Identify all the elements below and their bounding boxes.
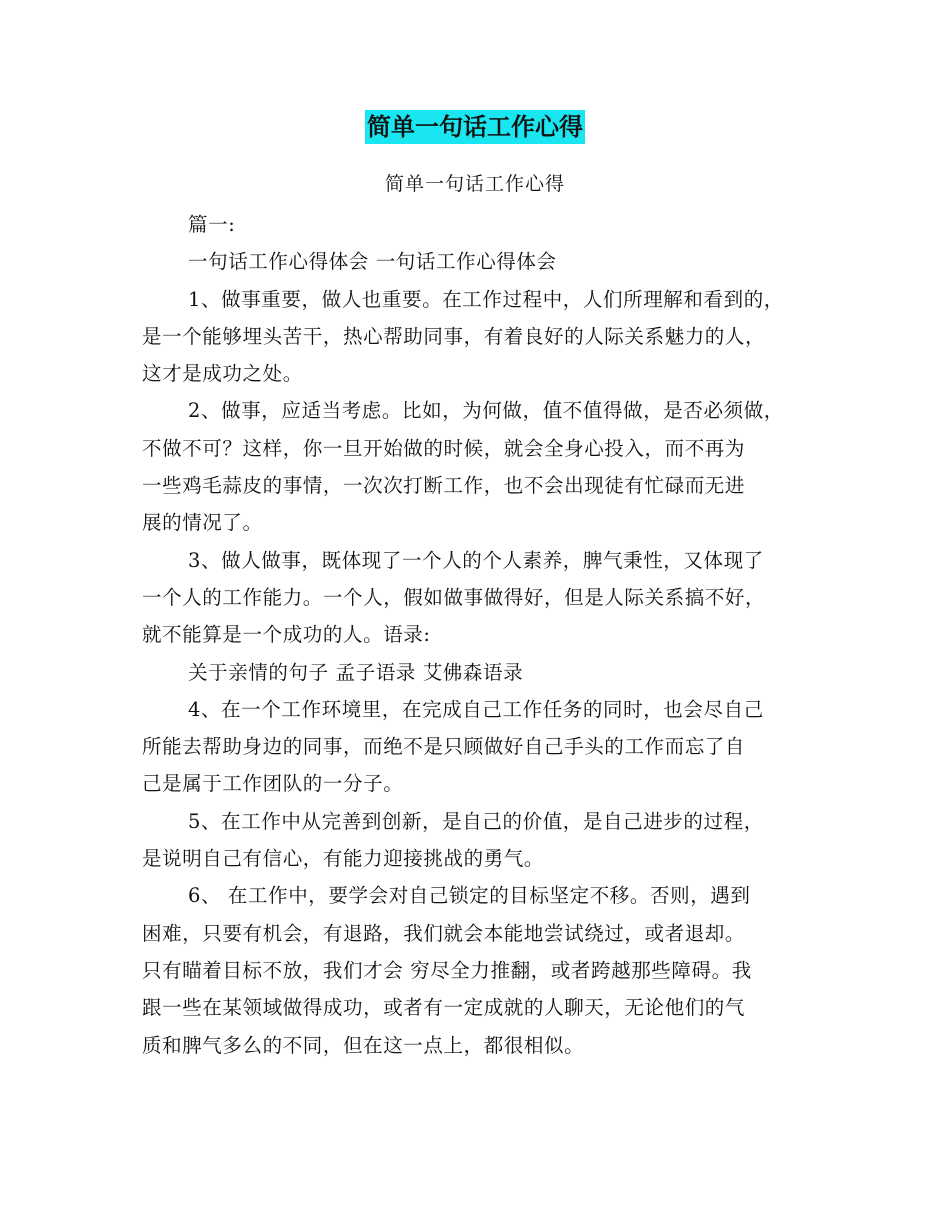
text-line: 一个人的工作能力。一个人，假如做事做得好，但是人际关系搞不好，	[142, 585, 766, 609]
text-line: 跟一些在某领域做得成功，或者有一定成就的人聊天，无论他们的气	[142, 996, 746, 1020]
document-title: 简单一句话工作心得	[365, 110, 585, 144]
text-line: 一句话工作心得体会 一句话工作心得体会	[188, 250, 557, 274]
text-line: 困难，只要有机会，有退路，我们就会本能地尝试绕过，或者退却。	[142, 921, 746, 945]
text-line: 1、做事重要，做人也重要。在工作过程中，人们所理解和看到的，	[188, 287, 784, 311]
text-line: 4、在一个工作环境里，在完成自己工作任务的同时，也会尽自己	[188, 697, 764, 721]
text-line: 是一个能够埋头苦干，热心帮助同事，有着良好的人际关系魅力的人，	[142, 324, 766, 348]
text-line: 5、在工作中从完善到创新，是自己的价值，是自己进步的过程，	[188, 809, 764, 833]
text-line: 就不能算是一个成功的人。语录:	[142, 623, 431, 647]
text-line: 展的情况了。	[142, 511, 263, 535]
text-line: 己是属于工作团队的一分子。	[142, 772, 404, 796]
text-line: 3、做人做事，既体现了一个人的个人素养，脾气秉性，又体现了	[188, 548, 764, 572]
text-line: 质和脾气多么的不同，但在这一点上，都很相似。	[142, 1033, 585, 1057]
text-line: 6、 在工作中，要学会对自己锁定的目标坚定不移。否则，遇到	[188, 884, 751, 908]
text-line: 这才是成功之处。	[142, 362, 303, 386]
text-line: 一些鸡毛蒜皮的事情，一次次打断工作，也不会出现徒有忙碌而无进	[142, 474, 746, 498]
document-body	[142, 206, 810, 1064]
document-subtitle: 简单一句话工作心得	[384, 173, 565, 195]
text-line: 是说明自己有信心，有能力迎接挑战的勇气。	[142, 847, 545, 871]
text-line: 篇一:	[188, 213, 236, 236]
title-container	[0, 110, 950, 144]
text-line: 不做不可？这样，你一旦开始做的时候，就会全身心投入，而不再为	[142, 436, 746, 460]
text-line: 所能去帮助身边的同事，而绝不是只顾做好自己手头的工作而忘了自	[142, 735, 746, 759]
text-line: 只有瞄着目标不放，我们才会 穷尽全力推翻，或者跨越那些障碍。我	[142, 958, 752, 982]
text-line: 关于亲情的句子 孟子语录 艾佛森语录	[188, 660, 524, 684]
text-line: 2、做事，应适当考虑。比如，为何做，值不值得做，是否必须做，	[188, 399, 784, 423]
